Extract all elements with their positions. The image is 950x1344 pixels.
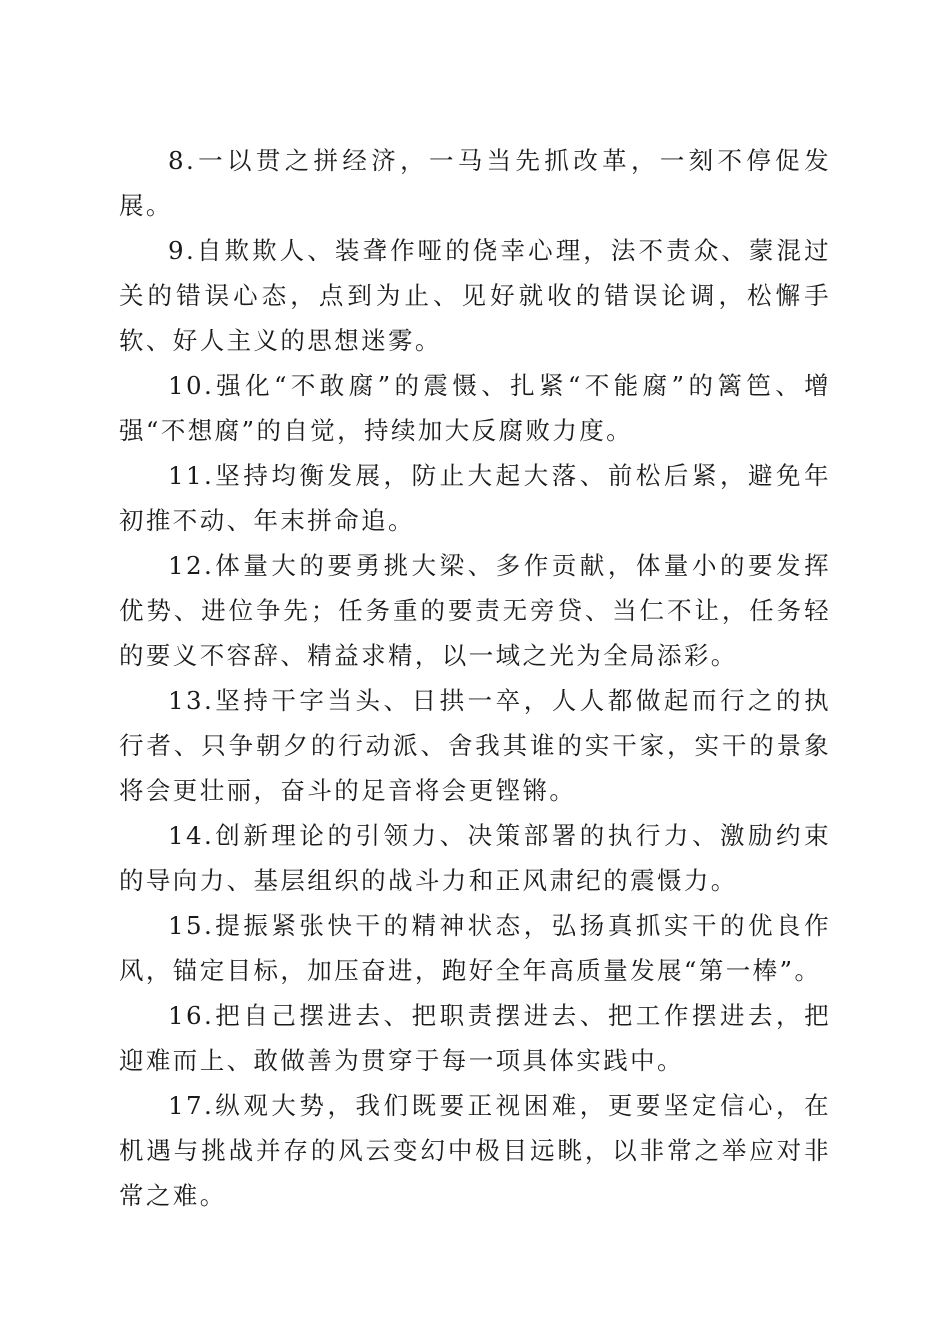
paragraph-item-9: 9.自欺欺人、装聋作哑的侥幸心理，法不责众、蒙混过关的错误心态，点到为止、见好就收的错误论调，松懈手软、好人主义的思想迷雾。	[119, 236, 831, 355]
paragraph-item-13: 13.坚持干字当头、日拱一卒，人人都做起而行之的执行者、只争朝夕的行动派、舍我其谁的实干家，实干的景象将会更壮丽，奋斗的足音将会更铿锵。	[119, 686, 831, 805]
paragraph-item-14: 14.创新理论的引领力、决策部署的执行力、激励约束的导向力、基层组织的战斗力和正风肃纪的震慑力。	[119, 821, 831, 895]
document-body	[119, 138, 831, 1218]
paragraph-item-11: 11.坚持均衡发展，防止大起大落、前松后紧，避免年初推不动、年末拼命追。	[119, 461, 831, 535]
paragraph-item-12: 12.体量大的要勇挑大梁、多作贡献，体量小的要发挥优势、进位争先；任务重的要责无旁贷、当仁不让，任务轻的要义不容辞、精益求精，以一域之光为全局添彩。	[119, 551, 831, 670]
paragraph-item-8: 8.一以贯之拼经济，一马当先抓改革，一刻不停促发展。	[119, 146, 831, 220]
paragraph-item-15: 15.提振紧张快干的精神状态，弘扬真抓实干的优良作风，锚定目标，加压奋进，跑好全年高质量发展“第一棒”。	[119, 911, 831, 985]
paragraph-item-10: 10.强化“不敢腐”的震慑、扎紧“不能腐”的篱笆、增强“不想腐”的自觉，持续加大反腐败力度。	[119, 371, 831, 445]
paragraph-item-16: 16.把自己摆进去、把职责摆进去、把工作摆进去，把迎难而上、敢做善为贯穿于每一项具体实践中。	[119, 1001, 831, 1075]
paragraph-item-17: 17.纵观大势，我们既要正视困难，更要坚定信心，在机遇与挑战并存的风云变幻中极目远眺，以非常之举应对非常之难。	[119, 1091, 831, 1210]
